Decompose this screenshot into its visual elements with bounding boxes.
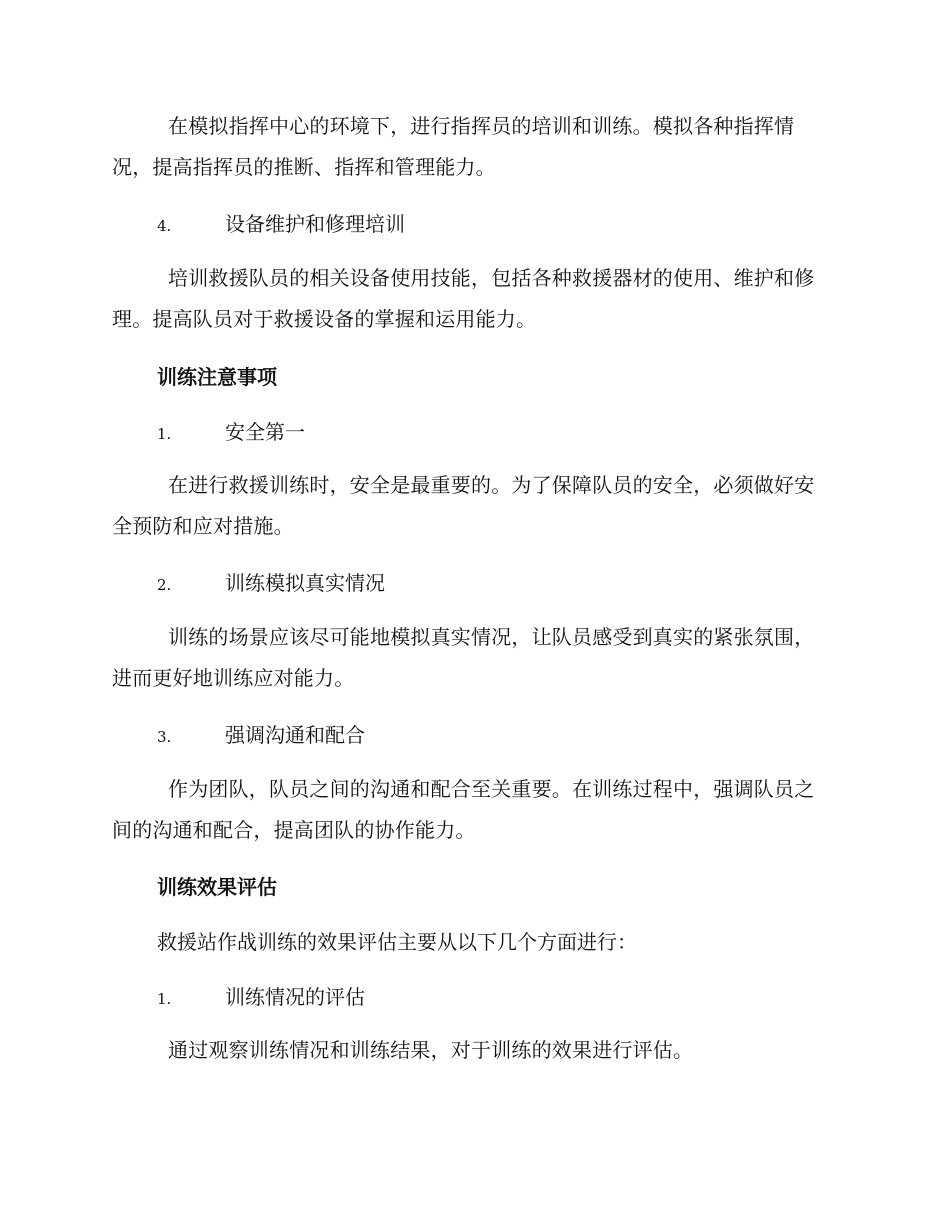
paragraph-evaluation-method: 通过观察训练情况和训练结果，对于训练的效果进行评估。 <box>168 1038 694 1062</box>
list-number: 1. <box>157 425 172 443</box>
list-item-equipment-maintenance <box>157 210 405 240</box>
list-item-communication <box>157 721 365 751</box>
list-item-title: 训练情况的评估 <box>225 985 365 1009</box>
list-item-title: 训练模拟真实情况 <box>225 571 385 595</box>
list-number: 3. <box>157 728 172 746</box>
paragraph-teamwork: 作为团队，队员之间的沟通和配合至关重要。在训练过程中，强调队员之间的沟通和配合，提高团队的协作能力。 <box>112 777 815 842</box>
section-heading-evaluation: 训练效果评估 <box>157 875 277 899</box>
paragraph-safety: 在进行救援训练时，安全是最重要的。为了保障队员的安全，必须做好安全预防和应对措施。 <box>112 473 815 538</box>
paragraph-command-training: 在模拟指挥中心的环境下，进行指挥员的培训和训练。模拟各种指挥情况，提高指挥员的推断、指挥和管理能力。 <box>112 114 795 179</box>
paragraph-realistic: 训练的场景应该尽可能地模拟真实情况，让队员感受到真实的紧张氛围，进而更好地训练应对能力。 <box>112 625 815 690</box>
paragraph-evaluation-intro: 救援站作战训练的效果评估主要从以下几个方面进行： <box>157 930 637 954</box>
paragraph-equipment-training: 培训救援队员的相关设备使用技能，包括各种救援器材的使用、维护和修理。提高队员对于救援设备的掌握和运用能力。 <box>112 266 815 331</box>
list-item-training-evaluation <box>157 983 365 1013</box>
list-item-safety-first <box>157 418 305 448</box>
list-item-title: 强调沟通和配合 <box>225 723 365 747</box>
list-item-title: 设备维护和修理培训 <box>225 212 405 236</box>
list-number: 2. <box>157 576 172 594</box>
list-number: 4. <box>157 217 172 235</box>
list-item-title: 安全第一 <box>225 420 305 444</box>
list-item-realistic-simulation <box>157 569 385 599</box>
list-number: 1. <box>157 990 172 1008</box>
section-heading-training-notes: 训练注意事项 <box>157 365 277 389</box>
